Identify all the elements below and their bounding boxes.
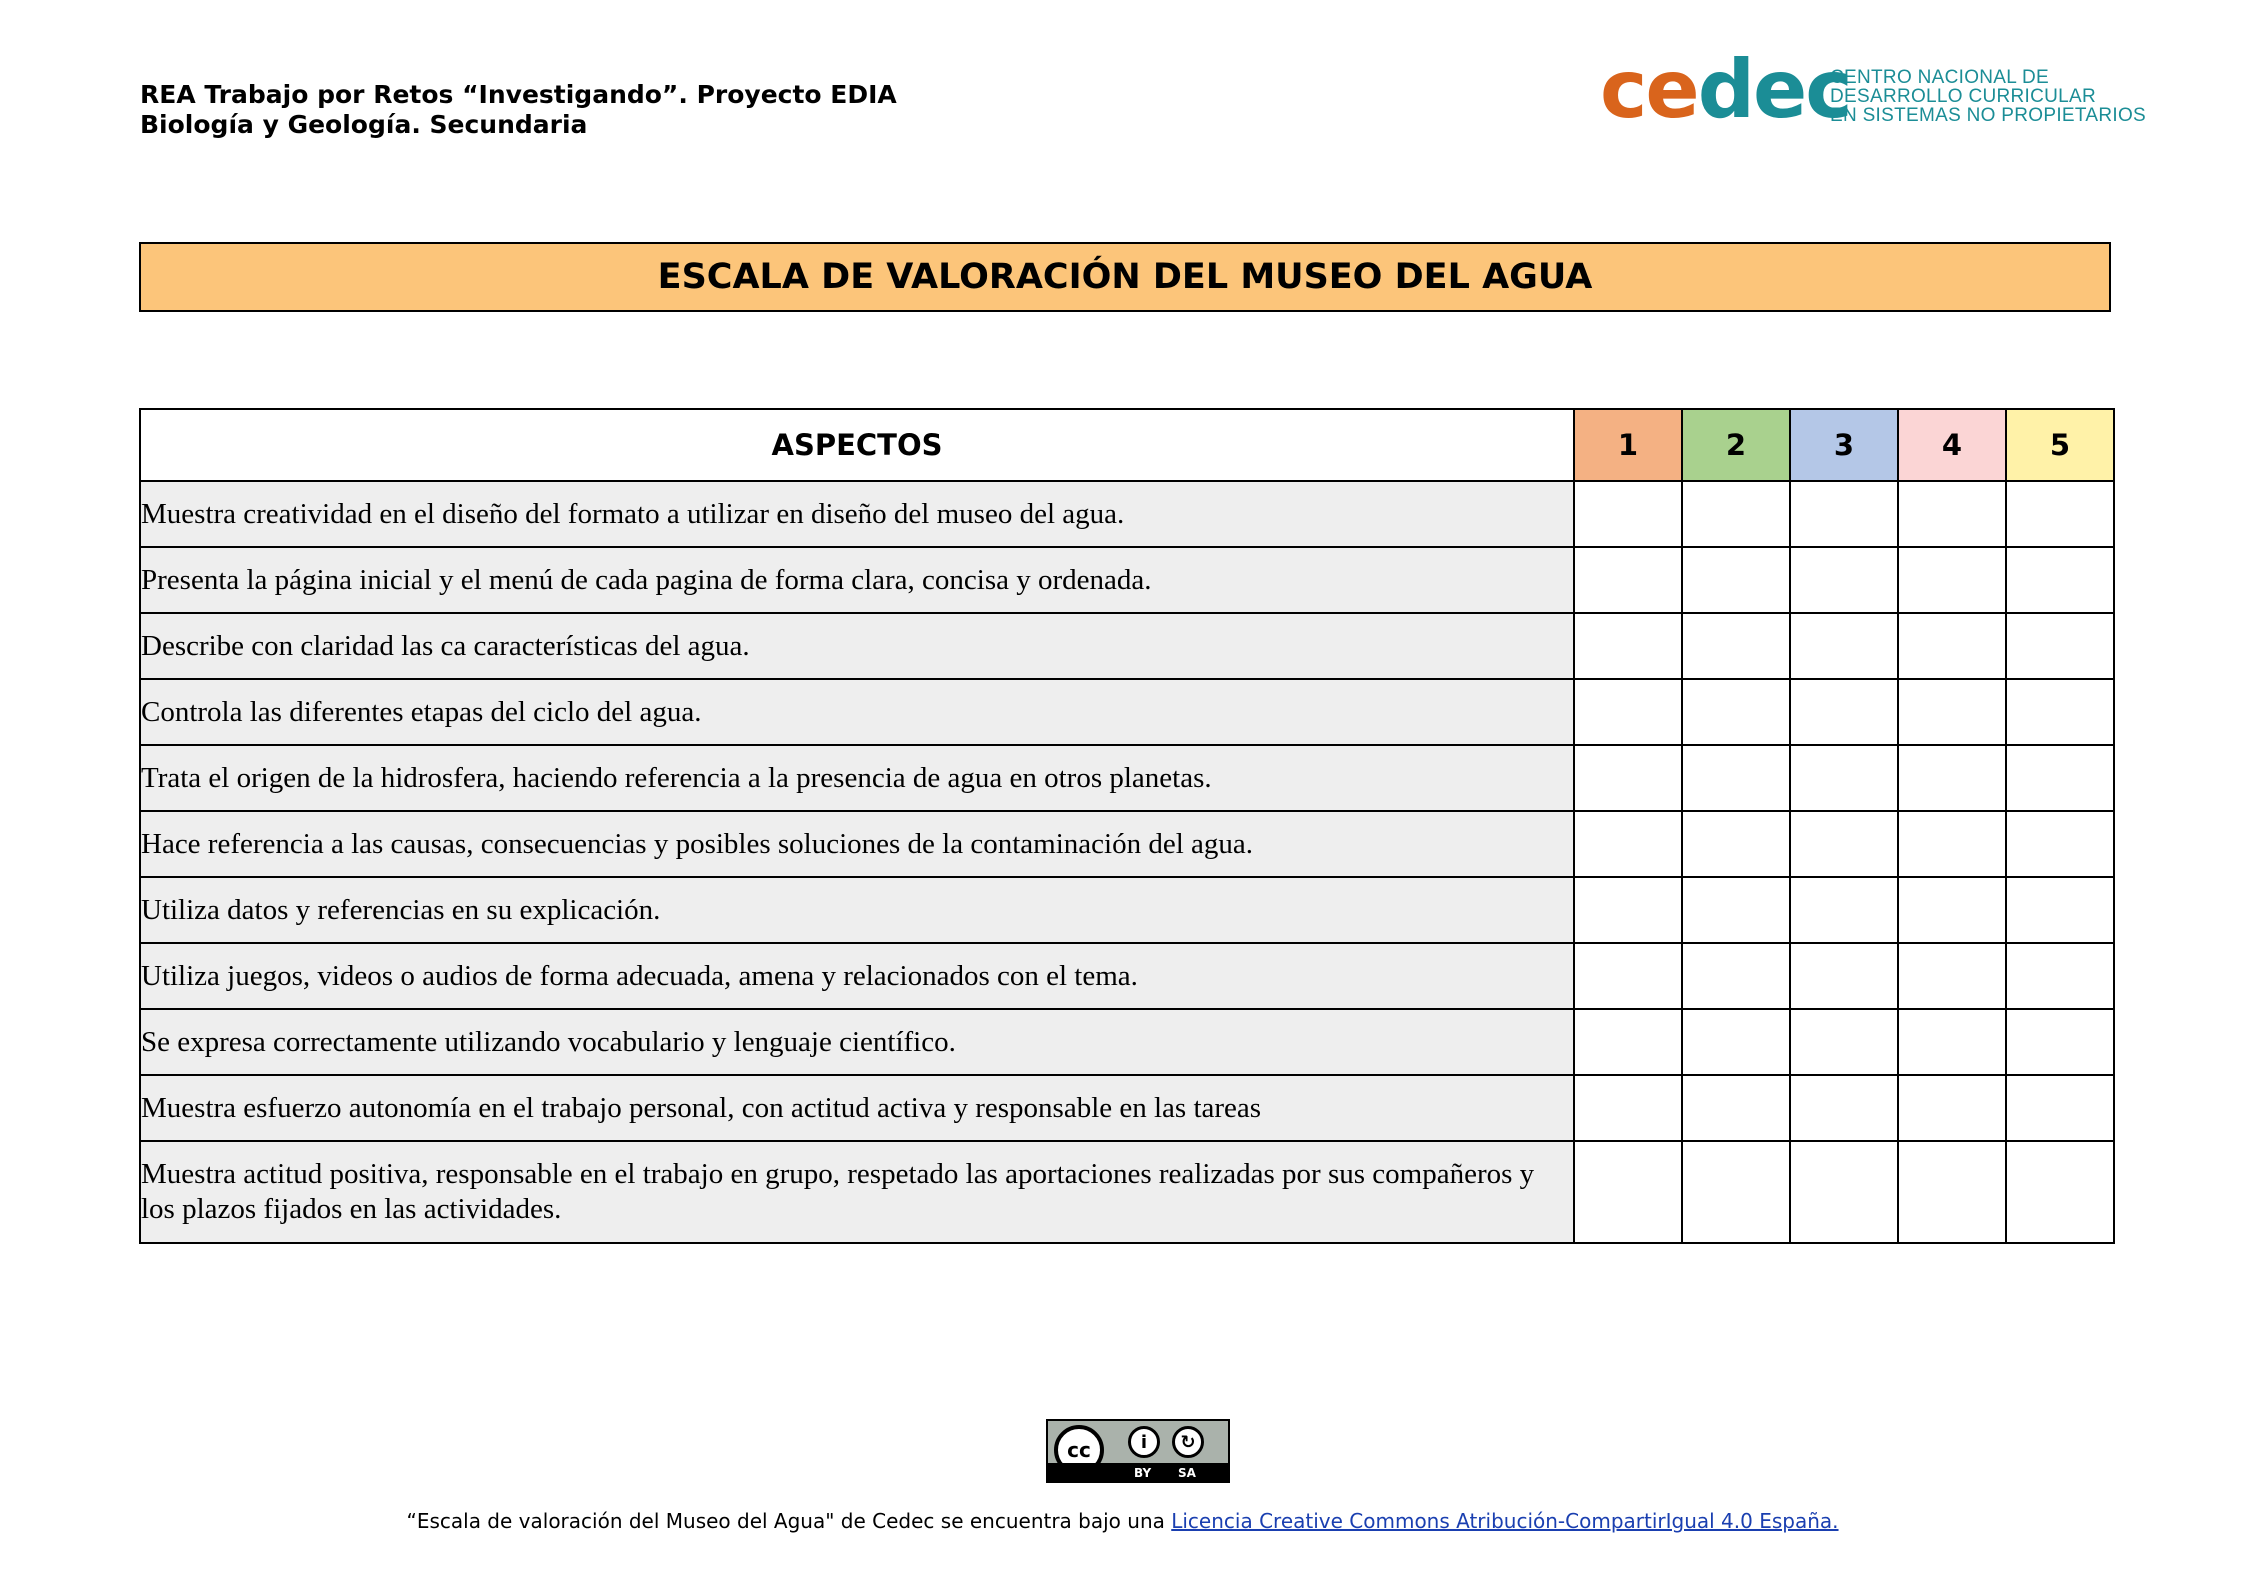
document-header — [140, 80, 897, 140]
rating-cell[interactable] — [1790, 745, 1898, 811]
scale-header-2: 2 — [1682, 409, 1790, 481]
rating-cell[interactable] — [1898, 745, 2006, 811]
sa-label: SA — [1178, 1466, 1196, 1480]
rating-cell[interactable] — [1790, 877, 1898, 943]
rating-cell[interactable] — [1790, 1141, 1898, 1243]
table-row — [140, 1141, 2114, 1243]
aspect-text: Utiliza datos y referencias en su explicación. — [140, 877, 1574, 943]
rating-cell[interactable] — [1682, 679, 1790, 745]
aspect-text: Describe con claridad las ca características del agua. — [140, 613, 1574, 679]
rating-cell[interactable] — [1898, 547, 2006, 613]
cedec-logo — [1600, 43, 2147, 136]
table-row — [140, 1075, 2114, 1141]
rating-cell[interactable] — [1574, 547, 1682, 613]
aspect-text: Controla las diferentes etapas del ciclo del agua. — [140, 679, 1574, 745]
page-title: ESCALA DE VALORACIÓN DEL MUSEO DEL AGUA — [139, 242, 2111, 312]
rating-cell[interactable] — [1682, 547, 1790, 613]
rating-cell[interactable] — [1790, 547, 1898, 613]
rating-cell[interactable] — [1574, 811, 1682, 877]
rating-cell[interactable] — [2006, 943, 2114, 1009]
by-label: BY — [1134, 1466, 1152, 1480]
rating-cell[interactable] — [1682, 481, 1790, 547]
aspects-header: ASPECTOS — [140, 409, 1574, 481]
rating-cell[interactable] — [1682, 1141, 1790, 1243]
rating-cell[interactable] — [2006, 613, 2114, 679]
aspect-text: Trata el origen de la hidrosfera, haciendo referencia a la presencia de agua en otros planetas. — [140, 745, 1574, 811]
rating-cell[interactable] — [1898, 1141, 2006, 1243]
table-row — [140, 745, 2114, 811]
aspect-text: Muestra actitud positiva, responsable en el trabajo en grupo, respetado las aportaciones realizadas por sus compañeros y los plazos fijados en las actividades. — [140, 1141, 1574, 1243]
aspect-text: Hace referencia a las causas, consecuencias y posibles soluciones de la contaminación del agua. — [140, 811, 1574, 877]
aspect-text: Se expresa correctamente utilizando vocabulario y lenguaje científico. — [140, 1009, 1574, 1075]
rating-cell[interactable] — [1682, 1009, 1790, 1075]
table-header-row — [140, 409, 2114, 481]
header-line-2: Biología y Geología. Secundaria — [140, 110, 588, 139]
rating-cell[interactable] — [1682, 877, 1790, 943]
scale-header-1: 1 — [1574, 409, 1682, 481]
aspect-text: Muestra esfuerzo autonomía en el trabajo personal, con actitud activa y responsable en las tareas — [140, 1075, 1574, 1141]
table-row — [140, 1009, 2114, 1075]
rating-cell[interactable] — [1574, 613, 1682, 679]
table-row — [140, 811, 2114, 877]
rating-cell[interactable] — [1790, 1009, 1898, 1075]
rating-cell[interactable] — [1898, 1009, 2006, 1075]
cedec-wordmark: cedec — [1600, 43, 1851, 136]
rating-cell[interactable] — [2006, 1141, 2114, 1243]
creative-commons-badge[interactable] — [1046, 1419, 1230, 1483]
attribution-icon: i — [1128, 1426, 1160, 1458]
aspect-text: Muestra creatividad en el diseño del formato a utilizar en diseño del museo del agua. — [140, 481, 1574, 547]
rating-cell[interactable] — [1682, 943, 1790, 1009]
table-row — [140, 877, 2114, 943]
rating-cell[interactable] — [1574, 679, 1682, 745]
rating-cell[interactable] — [1682, 1075, 1790, 1141]
aspect-text: Utiliza juegos, videos o audios de forma adecuada, amena y relacionados con el tema. — [140, 943, 1574, 1009]
cedec-subtitle: CENTRO NACIONAL DE DESARROLLO CURRICULAR EN SISTEMAS NO PROPIETARIOS — [1830, 67, 2147, 126]
rating-cell[interactable] — [2006, 1009, 2114, 1075]
rating-cell[interactable] — [1898, 679, 2006, 745]
rating-cell[interactable] — [1898, 877, 2006, 943]
rating-cell[interactable] — [1790, 481, 1898, 547]
header-line-1: REA Trabajo por Retos “Investigando”. Proyecto EDIA — [140, 80, 897, 109]
rating-cell[interactable] — [2006, 547, 2114, 613]
rating-cell[interactable] — [1898, 811, 2006, 877]
rating-cell[interactable] — [1790, 811, 1898, 877]
footer-text: “Escala de valoración del Museo del Agua" de Cedec se encuentra bajo una — [406, 1509, 1172, 1533]
table-row — [140, 481, 2114, 547]
rating-cell[interactable] — [1790, 943, 1898, 1009]
rating-cell[interactable] — [2006, 1075, 2114, 1141]
rating-cell[interactable] — [2006, 745, 2114, 811]
rating-cell[interactable] — [1574, 481, 1682, 547]
scale-header-5: 5 — [2006, 409, 2114, 481]
license-footer — [0, 1509, 2245, 1533]
rating-cell[interactable] — [1574, 1009, 1682, 1075]
rating-cell[interactable] — [1898, 481, 2006, 547]
rating-cell[interactable] — [1682, 811, 1790, 877]
rating-cell[interactable] — [1574, 1141, 1682, 1243]
table-row — [140, 547, 2114, 613]
table-row — [140, 613, 2114, 679]
rating-cell[interactable] — [2006, 877, 2114, 943]
rating-cell[interactable] — [1574, 943, 1682, 1009]
rating-cell[interactable] — [1790, 613, 1898, 679]
scale-header-4: 4 — [1898, 409, 2006, 481]
share-alike-icon: ↻ — [1172, 1426, 1204, 1458]
rating-cell[interactable] — [1574, 1075, 1682, 1141]
rating-cell[interactable] — [1790, 1075, 1898, 1141]
aspect-text: Presenta la página inicial y el menú de cada pagina de forma clara, concisa y ordenada. — [140, 547, 1574, 613]
rating-cell[interactable] — [1898, 613, 2006, 679]
rating-cell[interactable] — [1682, 613, 1790, 679]
rating-scale-table — [139, 408, 2115, 1244]
cc-icon: cc — [1054, 1425, 1104, 1475]
scale-header-3: 3 — [1790, 409, 1898, 481]
rating-cell[interactable] — [2006, 481, 2114, 547]
rating-cell[interactable] — [1574, 745, 1682, 811]
rating-cell[interactable] — [2006, 679, 2114, 745]
rating-cell[interactable] — [1790, 679, 1898, 745]
rating-cell[interactable] — [2006, 811, 2114, 877]
rating-cell[interactable] — [1898, 1075, 2006, 1141]
table-row — [140, 943, 2114, 1009]
rating-cell[interactable] — [1682, 745, 1790, 811]
license-link[interactable]: Licencia Creative Commons Atribución-CompartirIgual 4.0 España. — [1171, 1509, 1839, 1533]
rating-cell[interactable] — [1574, 877, 1682, 943]
table-row — [140, 679, 2114, 745]
rating-cell[interactable] — [1898, 943, 2006, 1009]
